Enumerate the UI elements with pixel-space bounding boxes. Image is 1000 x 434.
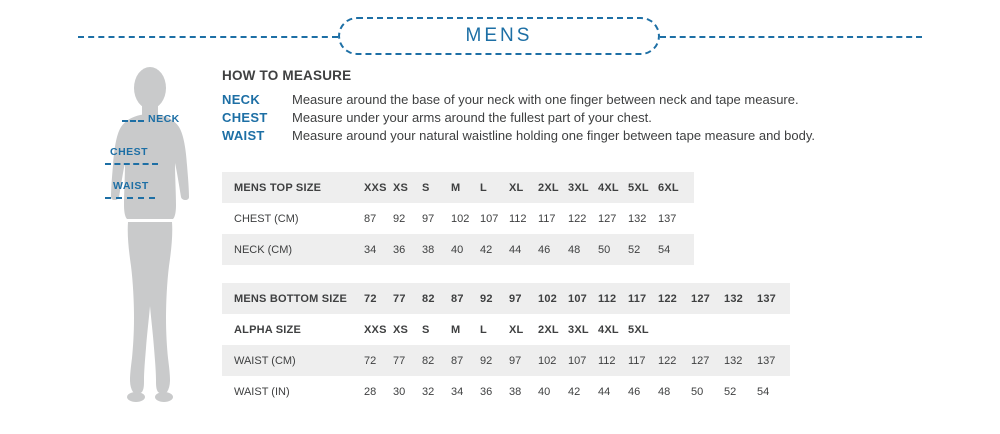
alpha-c12: [691, 314, 724, 345]
bottom-header-c11: 122: [658, 283, 691, 314]
bottom-header-c3: 82: [422, 283, 451, 314]
alpha-c14: [757, 314, 790, 345]
how-to-measure-section: [222, 68, 982, 146]
table-row: [222, 314, 790, 345]
bottom-header-c13: 132: [724, 283, 757, 314]
page-title: MENS: [465, 25, 533, 46]
waist-in-c6: 38: [509, 385, 522, 398]
waist-cm-c10: 117: [628, 345, 658, 376]
neck-measure-line: [122, 120, 144, 122]
alpha-c10: 5XL: [628, 323, 649, 336]
waist-in-c8: 42: [568, 385, 581, 398]
top-chest-6xl: 137: [658, 212, 677, 225]
top-neck-5xl: 52: [628, 234, 658, 265]
chest-measure-line: [105, 163, 158, 165]
waist-cm-c3: 82: [422, 345, 451, 376]
top-chest-4xl: 127: [598, 212, 617, 225]
waist-cm-c2: 77: [393, 345, 422, 376]
top-chest-xl: 112: [509, 212, 527, 225]
top-table-header-label: MENS TOP SIZE: [222, 172, 364, 203]
alpha-c1: XXS: [364, 323, 387, 336]
how-to-measure-desc-chest: Measure under your arms around the fullest part of your chest.: [292, 110, 652, 125]
top-chest-m: 102: [451, 212, 470, 225]
waist-cm-c4: 87: [451, 345, 480, 376]
top-table-header-3xl: 3XL: [568, 172, 598, 203]
alpha-c2: XS: [393, 323, 409, 336]
top-table-header-5xl: 5XL: [628, 172, 658, 203]
figure-label-chest: CHEST: [110, 146, 149, 158]
waist-cm-c6: 97: [509, 345, 538, 376]
table-row-header: [222, 283, 790, 314]
waist-in-c12: 50: [691, 385, 704, 398]
bottom-header-c4: 87: [451, 283, 480, 314]
top-chest-xs: 92: [393, 212, 406, 225]
top-neck-3xl: 48: [568, 234, 598, 265]
top-neck-4xl: 50: [598, 234, 628, 265]
bottom-table-row-label-alpha: ALPHA SIZE: [234, 323, 301, 336]
how-to-measure-row-waist: [222, 128, 982, 143]
waist-in-c3: 32: [422, 385, 435, 398]
bottom-header-c12: 127: [691, 283, 724, 314]
waist-cm-c14: 137: [757, 345, 790, 376]
waist-cm-c8: 107: [568, 345, 598, 376]
waist-cm-c12: 127: [691, 345, 724, 376]
waist-cm-c9: 112: [598, 345, 628, 376]
waist-in-c7: 40: [538, 385, 551, 398]
mens-bottom-size-table: [222, 283, 790, 407]
bottom-header-c9: 112: [598, 283, 628, 314]
alpha-c13: [724, 314, 757, 345]
waist-in-c5: 36: [480, 385, 493, 398]
alpha-c9: 4XL: [598, 323, 619, 336]
bottom-header-c2: 77: [393, 283, 422, 314]
top-neck-s: 38: [422, 234, 451, 265]
table-row: [222, 345, 790, 376]
waist-in-c13: 52: [724, 385, 737, 398]
how-to-measure-term-neck: NECK: [222, 92, 261, 107]
figure-label-waist: WAIST: [113, 180, 149, 192]
top-chest-2xl: 117: [538, 212, 556, 225]
top-neck-2xl: 46: [538, 234, 568, 265]
table-row: [222, 203, 694, 234]
table-row: [222, 234, 694, 265]
top-chest-5xl: 132: [628, 212, 647, 225]
bottom-table-row-label-waist-cm: WAIST (CM): [222, 345, 364, 376]
waist-in-c10: 46: [628, 385, 641, 398]
how-to-measure-heading: HOW TO MEASURE: [222, 68, 352, 83]
how-to-measure-desc-neck: Measure around the base of your neck with one finger between neck and tape measure.: [292, 92, 799, 107]
waist-cm-c7: 102: [538, 345, 568, 376]
mens-top-size-table: [222, 172, 694, 265]
waist-measure-line: [105, 197, 155, 199]
waist-cm-c13: 132: [724, 345, 757, 376]
banner-dash-right: [660, 36, 922, 38]
top-table-header-2xl: 2XL: [538, 172, 568, 203]
banner-dash-left: [78, 36, 338, 38]
alpha-c8: 3XL: [568, 323, 589, 336]
how-to-measure-row-neck: [222, 92, 982, 107]
top-chest-xxs: 87: [364, 212, 377, 225]
alpha-c3: S: [422, 323, 430, 336]
banner-pill: [338, 17, 660, 55]
waist-cm-c5: 92: [480, 345, 509, 376]
bottom-header-c7: 102: [538, 283, 568, 314]
top-neck-xs: 36: [393, 234, 422, 265]
bottom-header-c8: 107: [568, 283, 598, 314]
waist-in-c9: 44: [598, 385, 611, 398]
top-table-header-m: M: [451, 172, 480, 203]
how-to-measure-term-waist: WAIST: [222, 128, 265, 143]
top-chest-3xl: 122: [568, 212, 587, 225]
top-neck-xxs: 34: [364, 234, 393, 265]
how-to-measure-row-chest: [222, 110, 982, 125]
top-neck-6xl: 54: [658, 234, 694, 265]
waist-in-c2: 30: [393, 385, 406, 398]
alpha-c7: 2XL: [538, 323, 559, 336]
top-table-header-6xl: 6XL: [658, 172, 694, 203]
alpha-c5: L: [480, 323, 487, 336]
alpha-c4: M: [451, 323, 461, 336]
top-neck-xl: 44: [509, 234, 538, 265]
top-table-header-xs: XS: [393, 172, 422, 203]
top-chest-l: 107: [480, 212, 499, 225]
figure-label-neck: NECK: [148, 113, 180, 125]
waist-in-c4: 34: [451, 385, 464, 398]
waist-cm-c1: 72: [364, 345, 393, 376]
table-row: [222, 376, 790, 407]
top-table-header-xxs: XXS: [364, 172, 393, 203]
bottom-header-c10: 117: [628, 283, 658, 314]
top-table-row-label-chest: CHEST (CM): [234, 212, 299, 225]
top-table-header-s: S: [422, 172, 451, 203]
top-table-header-l: L: [480, 172, 509, 203]
alpha-c11: [658, 314, 691, 345]
table-row-header: [222, 172, 694, 203]
top-chest-s: 97: [422, 212, 435, 225]
top-table-header-xl: XL: [509, 172, 538, 203]
waist-in-c14: 54: [757, 385, 770, 398]
bottom-table-header-label: MENS BOTTOM SIZE: [222, 283, 364, 314]
bottom-header-c5: 92: [480, 283, 509, 314]
how-to-measure-term-chest: CHEST: [222, 110, 268, 125]
alpha-c6: XL: [509, 323, 524, 336]
waist-cm-c11: 122: [658, 345, 691, 376]
top-neck-l: 42: [480, 234, 509, 265]
how-to-measure-desc-waist: Measure around your natural waistline holding one finger between tape measure and body.: [292, 128, 815, 143]
bottom-header-c1: 72: [364, 283, 393, 314]
top-table-row-label-neck: NECK (CM): [222, 234, 364, 265]
top-table-header-4xl: 4XL: [598, 172, 628, 203]
bottom-table-row-label-waist-in: WAIST (IN): [234, 385, 290, 398]
bottom-header-c14: 137: [757, 283, 790, 314]
header-banner: [0, 8, 1000, 54]
top-neck-m: 40: [451, 234, 480, 265]
bottom-header-c6: 97: [509, 283, 538, 314]
waist-in-c11: 48: [658, 385, 671, 398]
waist-in-c1: 28: [364, 385, 377, 398]
